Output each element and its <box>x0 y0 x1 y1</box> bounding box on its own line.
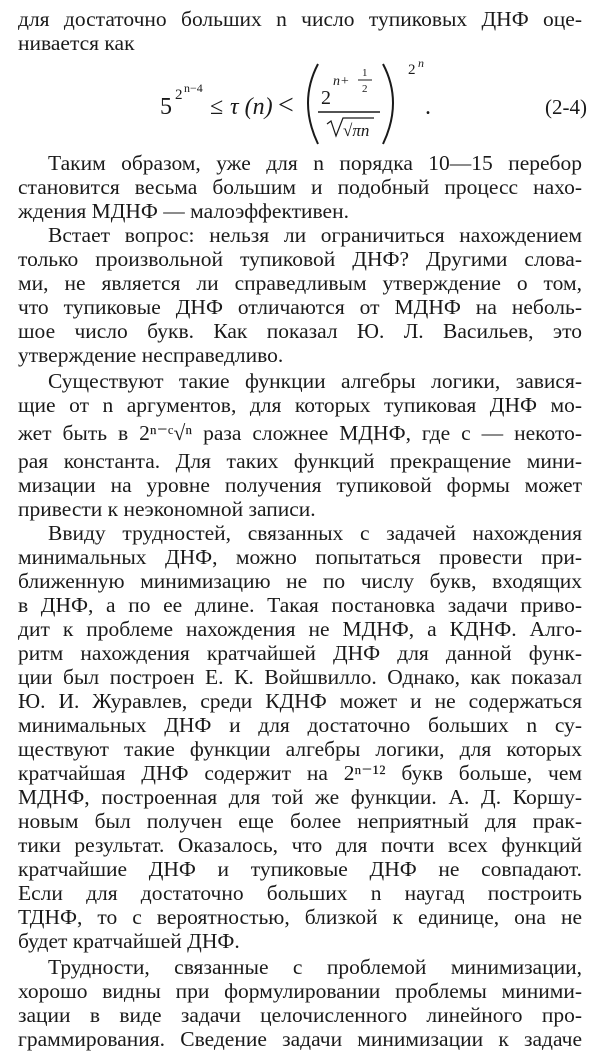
eq-number: (2-4) <box>545 95 587 119</box>
eq-base: 5 <box>160 94 172 120</box>
eq-tau: τ (n) <box>230 94 273 120</box>
text-line: минимальных ДНФ и для достаточно больших n су- <box>18 713 582 737</box>
text-line: что тупиковые ДНФ отличаются от МДНФ на неболь- <box>18 295 582 319</box>
text-line: новым был получен еще более неприятный для прак- <box>18 809 582 833</box>
text-line: ритм нахождения кратчайшей ДНФ для данной функ- <box>18 641 582 665</box>
text-line: нивается как <box>18 31 135 55</box>
text-line: Ю. И. Журавлев, среди КДНФ может и не содержаться <box>18 689 582 713</box>
text-line: Если для достаточно больших n наугад построить <box>18 881 582 905</box>
text-line: только произвольной тупиковой ДНФ? Другими слова- <box>18 247 582 271</box>
eq-num-half-2: 2 <box>362 83 368 95</box>
eq-right-paren <box>383 64 393 144</box>
text-line: становится весьма большим и подобный процесс нахо- <box>18 175 582 199</box>
text-line: хорошо видны при формулировании проблемы миними- <box>18 979 582 1003</box>
eq-num-two: 2 <box>321 87 331 109</box>
text-line: дит к проблеме нахождения не МДНФ, а КДНФ. Алго- <box>18 617 582 641</box>
eq-le: ≤ <box>210 94 224 120</box>
eq-outer-exp: 2 <box>408 62 416 78</box>
text-line: щие от n аргументов, для которых тупиковая ДНФ мо- <box>18 393 582 417</box>
equation-2-4 <box>0 52 600 152</box>
text-line: рая константа. Для таких функций прекращение мини- <box>18 449 582 473</box>
text-line: будет кратчайшей ДНФ. <box>18 929 240 953</box>
eq-left-paren <box>308 64 318 144</box>
text-line: Трудности, связанные с проблемой минимизации, <box>48 955 582 979</box>
eq-den: √πn <box>343 121 370 140</box>
text-line: МДНФ, построенная для той же функции. А. Д. Коршу- <box>18 785 582 809</box>
text-line: для достаточно больших n число тупиковых ДНФ оце- <box>18 7 582 31</box>
text-line: ждения МДНФ — малоэффективен. <box>18 199 349 223</box>
text-line: Ввиду трудностей, связанных с задачей нахождения <box>48 521 582 545</box>
text-line: Встает вопрос: нельзя ли ограничиться нахождением <box>48 223 582 247</box>
text-line: ТДНФ, то с вероятностью, близкой к единице, она не <box>18 905 582 929</box>
text-line: тики результат. Оказалось, что для почти всех функций <box>18 833 582 857</box>
text-line: жет быть в 2ⁿ⁻ᶜ√ⁿ раза сложнее МДНФ, где c — некото- <box>18 421 582 445</box>
eq-base-exp: 2 <box>175 87 183 103</box>
text-line: шое число букв. Как показал Ю. Л. Васильев, это <box>18 319 582 343</box>
text-line: привести к неэкономной записи. <box>18 497 316 521</box>
text-line: в ДНФ, а по ее длине. Такая постановка задачи приво- <box>18 593 582 617</box>
text-line: граммирования. Сведение задачи минимизации к задаче <box>18 1027 582 1051</box>
text-line: ществуют такие функции алгебры логики, для которых <box>18 737 582 761</box>
text-line: Существуют такие функции алгебры логики, завися- <box>48 369 582 393</box>
text-line: кратчайшие ДНФ и тупиковые ДНФ не совпадают. <box>18 857 582 881</box>
text-line: утверждение несправедливо. <box>18 343 284 367</box>
eq-lt: < <box>278 90 294 121</box>
eq-period: . <box>425 94 431 120</box>
text-line: кратчайшая ДНФ содержит на 2ⁿ⁻¹² букв больше, чем <box>18 761 582 785</box>
eq-base-exp-sup: n−4 <box>184 81 203 95</box>
eq-num-exp-n: n+ <box>333 74 350 89</box>
text-line: ближенную минимизацию не по числу букв, входящих <box>18 569 582 593</box>
text-line: зации в виде задачи целочисленного линейного про- <box>18 1003 582 1027</box>
text-line: мизации на уровне получения тупиковой формы может <box>18 473 582 497</box>
text-line: ции был построен Е. К. Войшвилло. Однако, как показал <box>18 665 582 689</box>
text-line: минимальных ДНФ, можно попытаться провести при- <box>18 545 582 569</box>
text-line: ми, не является ли справедливым утверждение о том, <box>18 271 582 295</box>
eq-num-half-1: 1 <box>362 67 368 79</box>
eq-outer-exp-sup: n <box>418 56 424 70</box>
text-line: Таким образом, уже для n порядка 10—15 перебор <box>48 151 582 175</box>
